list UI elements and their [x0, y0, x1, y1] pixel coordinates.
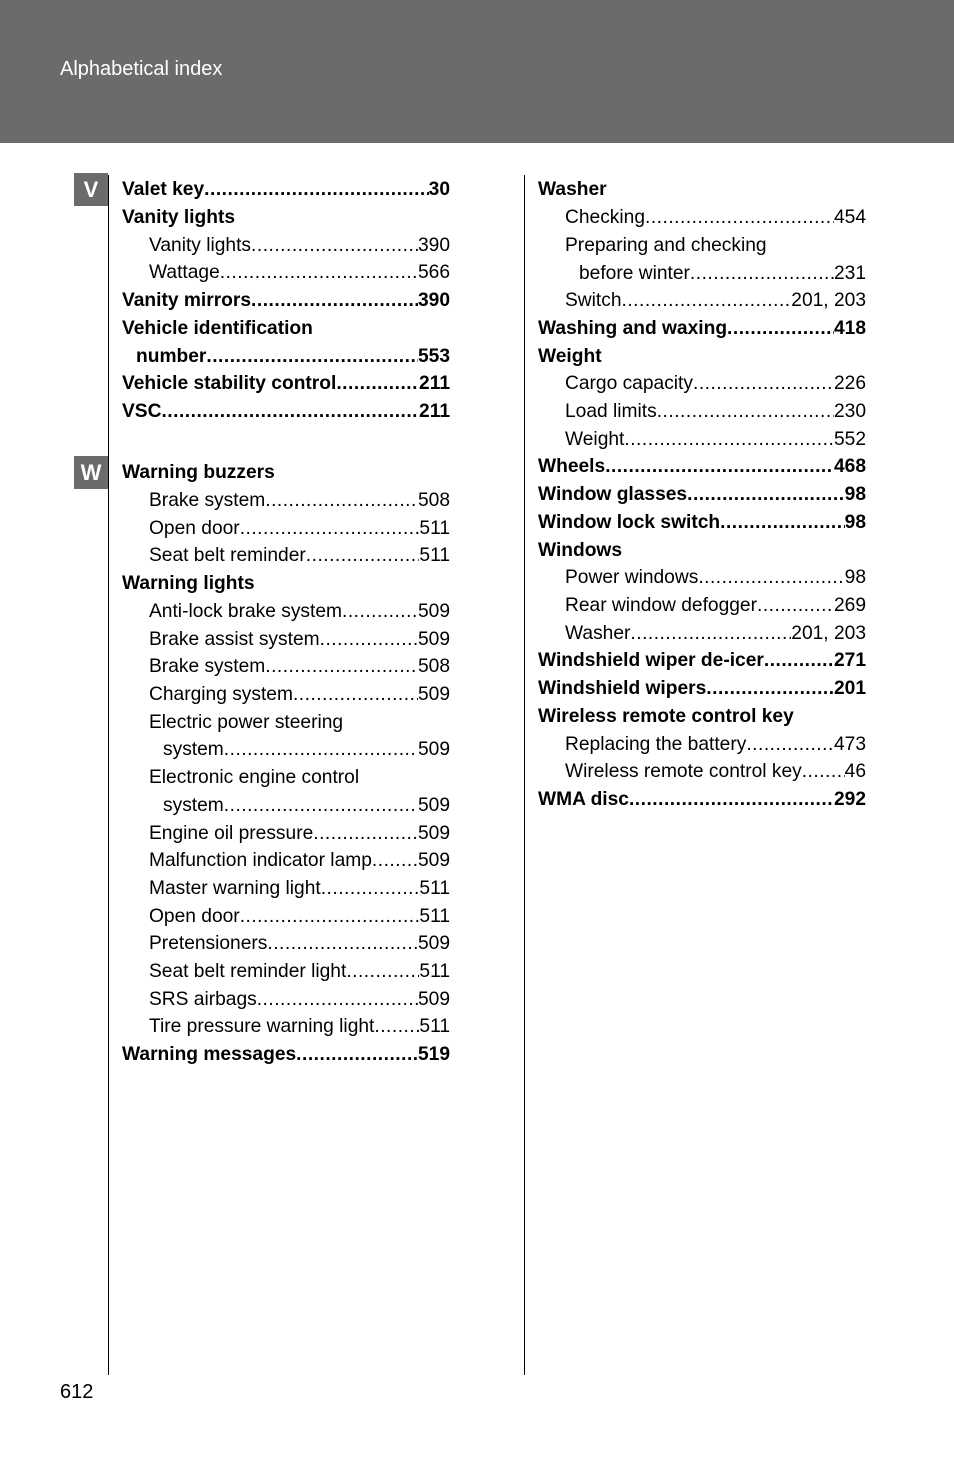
index-entry: [149, 711, 450, 735]
index-entry: [149, 628, 450, 652]
index-entry-term: Wattage: [149, 262, 220, 283]
index-entry: [565, 234, 866, 258]
index-entry-page: 468: [833, 456, 866, 477]
index-entry-page: 511: [419, 878, 450, 899]
index-entry: [538, 705, 866, 729]
index-entry: [538, 345, 866, 369]
index-entry: [149, 655, 450, 679]
index-entry-page: 211: [419, 401, 450, 422]
index-entry-page: 552: [833, 429, 866, 450]
index-entry: [565, 206, 866, 230]
dot-leader: [240, 517, 420, 541]
index-entry-term: Window lock switch: [538, 512, 721, 533]
index-entry-page: 509: [417, 933, 450, 954]
index-entry-term: Vanity lights: [122, 207, 236, 228]
dot-leader: [336, 372, 419, 396]
index-entry: [122, 317, 450, 341]
dot-leader: [240, 905, 420, 929]
index-entry: [122, 206, 450, 230]
dot-leader: [346, 960, 419, 984]
index-entry-term: Power windows: [565, 567, 699, 588]
index-entry: [149, 683, 450, 707]
index-entry: [122, 400, 450, 424]
index-entry-page: 508: [417, 490, 450, 511]
index-entry: [149, 960, 450, 984]
index-entry-term: Wheels: [538, 456, 606, 477]
index-entry: [149, 849, 450, 873]
index-entry: [565, 594, 866, 618]
index-entry: [538, 677, 866, 701]
dot-leader: [630, 622, 791, 646]
index-entry-page: 201: [833, 678, 866, 699]
dot-leader: [251, 289, 418, 313]
index-entry-page: 454: [833, 207, 866, 228]
dot-leader: [265, 489, 418, 513]
dot-leader: [629, 788, 834, 812]
index-entry-term: Engine oil pressure: [149, 823, 314, 844]
index-entry-page: 509: [417, 795, 450, 816]
index-entry: [565, 733, 866, 757]
dot-leader: [265, 655, 418, 679]
index-entry-page: 511: [419, 961, 450, 982]
index-column-left: [122, 178, 450, 1078]
index-entry-page: 509: [417, 684, 450, 705]
dot-leader: [645, 206, 834, 230]
index-entry-page: 511: [419, 518, 450, 539]
section-tab-w: W: [74, 456, 108, 489]
dot-leader: [764, 649, 834, 673]
index-entry-term: Vanity lights: [149, 235, 252, 256]
index-entry: [163, 794, 450, 818]
index-entry-term: system: [163, 739, 224, 760]
index-entry-term: Checking: [565, 207, 645, 228]
index-entry: [565, 760, 866, 784]
index-entry-page: 390: [417, 290, 450, 311]
index-entry: [565, 428, 866, 452]
header-title: Alphabetical index: [60, 58, 223, 80]
index-entry: [565, 372, 866, 396]
index-entry-page: 30: [428, 179, 450, 200]
index-entry-term: Vanity mirrors: [122, 290, 252, 311]
index-entry-term: Warning lights: [122, 573, 255, 594]
dot-leader: [374, 1015, 419, 1039]
index-entry-term: Pretensioners: [149, 933, 268, 954]
index-entry-term: Wireless remote control key: [538, 706, 794, 727]
index-entry: [149, 1015, 450, 1039]
index-entry: [565, 622, 866, 646]
dot-leader: [706, 677, 834, 701]
dot-leader: [622, 289, 792, 313]
index-entry-page: 201, 203: [791, 290, 866, 311]
index-entry-term: Switch: [565, 290, 622, 311]
index-entry-term: WMA disc: [538, 789, 629, 810]
index-entry-term: system: [163, 795, 224, 816]
dot-leader: [624, 428, 834, 452]
dot-leader: [220, 261, 418, 285]
index-entry: [149, 489, 450, 513]
index-entry-term: Brake assist system: [149, 629, 320, 650]
dot-leader: [206, 345, 418, 369]
index-entry-page: 418: [833, 318, 866, 339]
index-entry-term: Cargo capacity: [565, 373, 693, 394]
index-entry-term: Washer: [565, 623, 631, 644]
index-entry-page: 271: [833, 650, 866, 671]
index-entry-term: Seat belt reminder: [149, 545, 306, 566]
index-entry-term: Electric power steering: [149, 712, 344, 733]
index-entry: [538, 483, 866, 507]
index-entry: [149, 544, 450, 568]
dot-leader: [161, 400, 419, 424]
index-entry: [122, 372, 450, 396]
index-entry-term: Rear window defogger: [565, 595, 757, 616]
index-entry-page: 511: [419, 906, 450, 927]
dot-leader: [687, 483, 845, 507]
dot-leader: [321, 877, 420, 901]
index-entry-page: 46: [844, 761, 866, 782]
page-number: 612: [60, 1381, 94, 1403]
index-entry-term: Warning messages: [122, 1044, 297, 1065]
dot-leader: [605, 455, 834, 479]
index-entry-term: Preparing and checking: [565, 235, 767, 256]
dot-leader: [306, 544, 420, 568]
index-entry-page: 509: [417, 823, 450, 844]
index-entry: [122, 572, 450, 596]
left-divider: [108, 175, 109, 1375]
column-divider: [524, 175, 525, 1375]
index-entry: [149, 766, 450, 790]
index-entry-page: 292: [833, 789, 866, 810]
index-entry-term: Load limits: [565, 401, 657, 422]
index-entry-term: Window glasses: [538, 484, 688, 505]
index-entry-page: 509: [417, 739, 450, 760]
index-entry-term: Brake system: [149, 656, 266, 677]
index-entry-term: Replacing the battery: [565, 734, 747, 755]
index-entry-term: Windshield wipers: [538, 678, 707, 699]
index-entry-page: 511: [419, 1016, 450, 1037]
index-entry: [149, 261, 450, 285]
index-entry: [122, 461, 450, 485]
index-entry-page: 509: [417, 629, 450, 650]
index-entry-page: 509: [417, 601, 450, 622]
index-entry: [538, 511, 866, 535]
index-entry: [149, 877, 450, 901]
dot-leader: [727, 317, 834, 341]
index-entry-page: 98: [844, 484, 866, 505]
index-entry: [149, 600, 450, 624]
index-entry-page: 511: [419, 545, 450, 566]
index-entry-page: 230: [833, 401, 866, 422]
index-entry-page: 269: [833, 595, 866, 616]
index-entry: [538, 788, 866, 812]
index-entry-term: Washer: [538, 179, 607, 200]
index-entry-term: Anti-lock brake system: [149, 601, 342, 622]
dot-leader: [746, 733, 834, 757]
index-entry: [538, 649, 866, 673]
index-entry: [565, 289, 866, 313]
section-tab-v: V: [74, 173, 108, 206]
index-entry: [538, 178, 866, 202]
index-entry-page: 566: [417, 262, 450, 283]
dot-leader: [267, 932, 418, 956]
index-entry-page: 508: [417, 656, 450, 677]
index-entry-page: 390: [417, 235, 450, 256]
index-column-right: [538, 178, 866, 818]
index-entry: [122, 1043, 450, 1067]
dot-leader: [296, 1043, 418, 1067]
dot-leader: [693, 372, 834, 396]
dot-leader: [224, 738, 418, 762]
dot-leader: [802, 760, 845, 784]
index-entry: [538, 539, 866, 563]
index-entry-term: Wireless remote control key: [565, 761, 802, 782]
index-entry: [149, 517, 450, 541]
dot-leader: [204, 178, 429, 202]
index-entry-page: 98: [844, 567, 866, 588]
index-entry-term: Valet key: [122, 179, 205, 200]
index-entry-page: 98: [844, 512, 866, 533]
index-entry: [538, 455, 866, 479]
index-entry-term: Brake system: [149, 490, 266, 511]
index-entry-term: before winter: [579, 263, 690, 284]
index-entry-term: Washing and waxing: [538, 318, 728, 339]
index-entry-term: Warning buzzers: [122, 462, 275, 483]
dot-leader: [690, 262, 834, 286]
index-entry-page: 231: [833, 263, 866, 284]
index-entry-term: Charging system: [149, 684, 293, 705]
index-entry: [149, 905, 450, 929]
index-entry: [538, 317, 866, 341]
page-header: [0, 0, 954, 143]
dot-leader: [720, 511, 845, 535]
dot-leader: [342, 600, 418, 624]
index-entry: [149, 932, 450, 956]
index-entry: [149, 234, 450, 258]
index-entry-term: Open door: [149, 518, 240, 539]
index-entry-term: Windows: [538, 540, 623, 561]
index-entry: [136, 345, 450, 369]
index-entry-page: 201, 203: [791, 623, 866, 644]
dot-leader: [757, 594, 834, 618]
dot-leader: [293, 683, 418, 707]
index-entry: [122, 289, 450, 313]
dot-leader: [320, 628, 418, 652]
dot-leader: [257, 988, 418, 1012]
index-entry-term: Vehicle identification: [122, 318, 313, 339]
index-entry-page: 519: [417, 1044, 450, 1065]
index-entry-page: 211: [419, 373, 450, 394]
index-entry-term: Malfunction indicator lamp: [149, 850, 372, 871]
index-entry-term: number: [136, 346, 207, 367]
dot-leader: [698, 566, 844, 590]
index-entry-term: Open door: [149, 906, 240, 927]
index-entry-term: Seat belt reminder light: [149, 961, 347, 982]
index-entry-term: Weight: [538, 346, 602, 367]
index-entry: [565, 566, 866, 590]
index-entry-term: Weight: [565, 429, 625, 450]
dot-leader: [224, 794, 418, 818]
index-entry: [163, 738, 450, 762]
index-entry-term: Electronic engine control: [149, 767, 360, 788]
index-entry: [565, 400, 866, 424]
index-entry-term: Vehicle stability control: [122, 373, 337, 394]
index-entry-term: Tire pressure warning light: [149, 1016, 375, 1037]
index-entry-page: 473: [833, 734, 866, 755]
dot-leader: [313, 822, 418, 846]
dot-leader: [251, 234, 418, 258]
index-entry-page: 509: [417, 850, 450, 871]
dot-leader: [372, 849, 418, 873]
index-entry-term: Master warning light: [149, 878, 321, 899]
index-entry-page: 553: [417, 346, 450, 367]
index-entry: [122, 178, 450, 202]
index-entry: [149, 822, 450, 846]
index-entry: [579, 262, 866, 286]
index-entry-page: 509: [417, 989, 450, 1010]
index-entry-page: 226: [833, 373, 866, 394]
index-entry-term: SRS airbags: [149, 989, 257, 1010]
index-entry: [149, 988, 450, 1012]
index-entry-term: Windshield wiper de-icer: [538, 650, 764, 671]
index-entry-term: VSC: [122, 401, 162, 422]
dot-leader: [657, 400, 834, 424]
